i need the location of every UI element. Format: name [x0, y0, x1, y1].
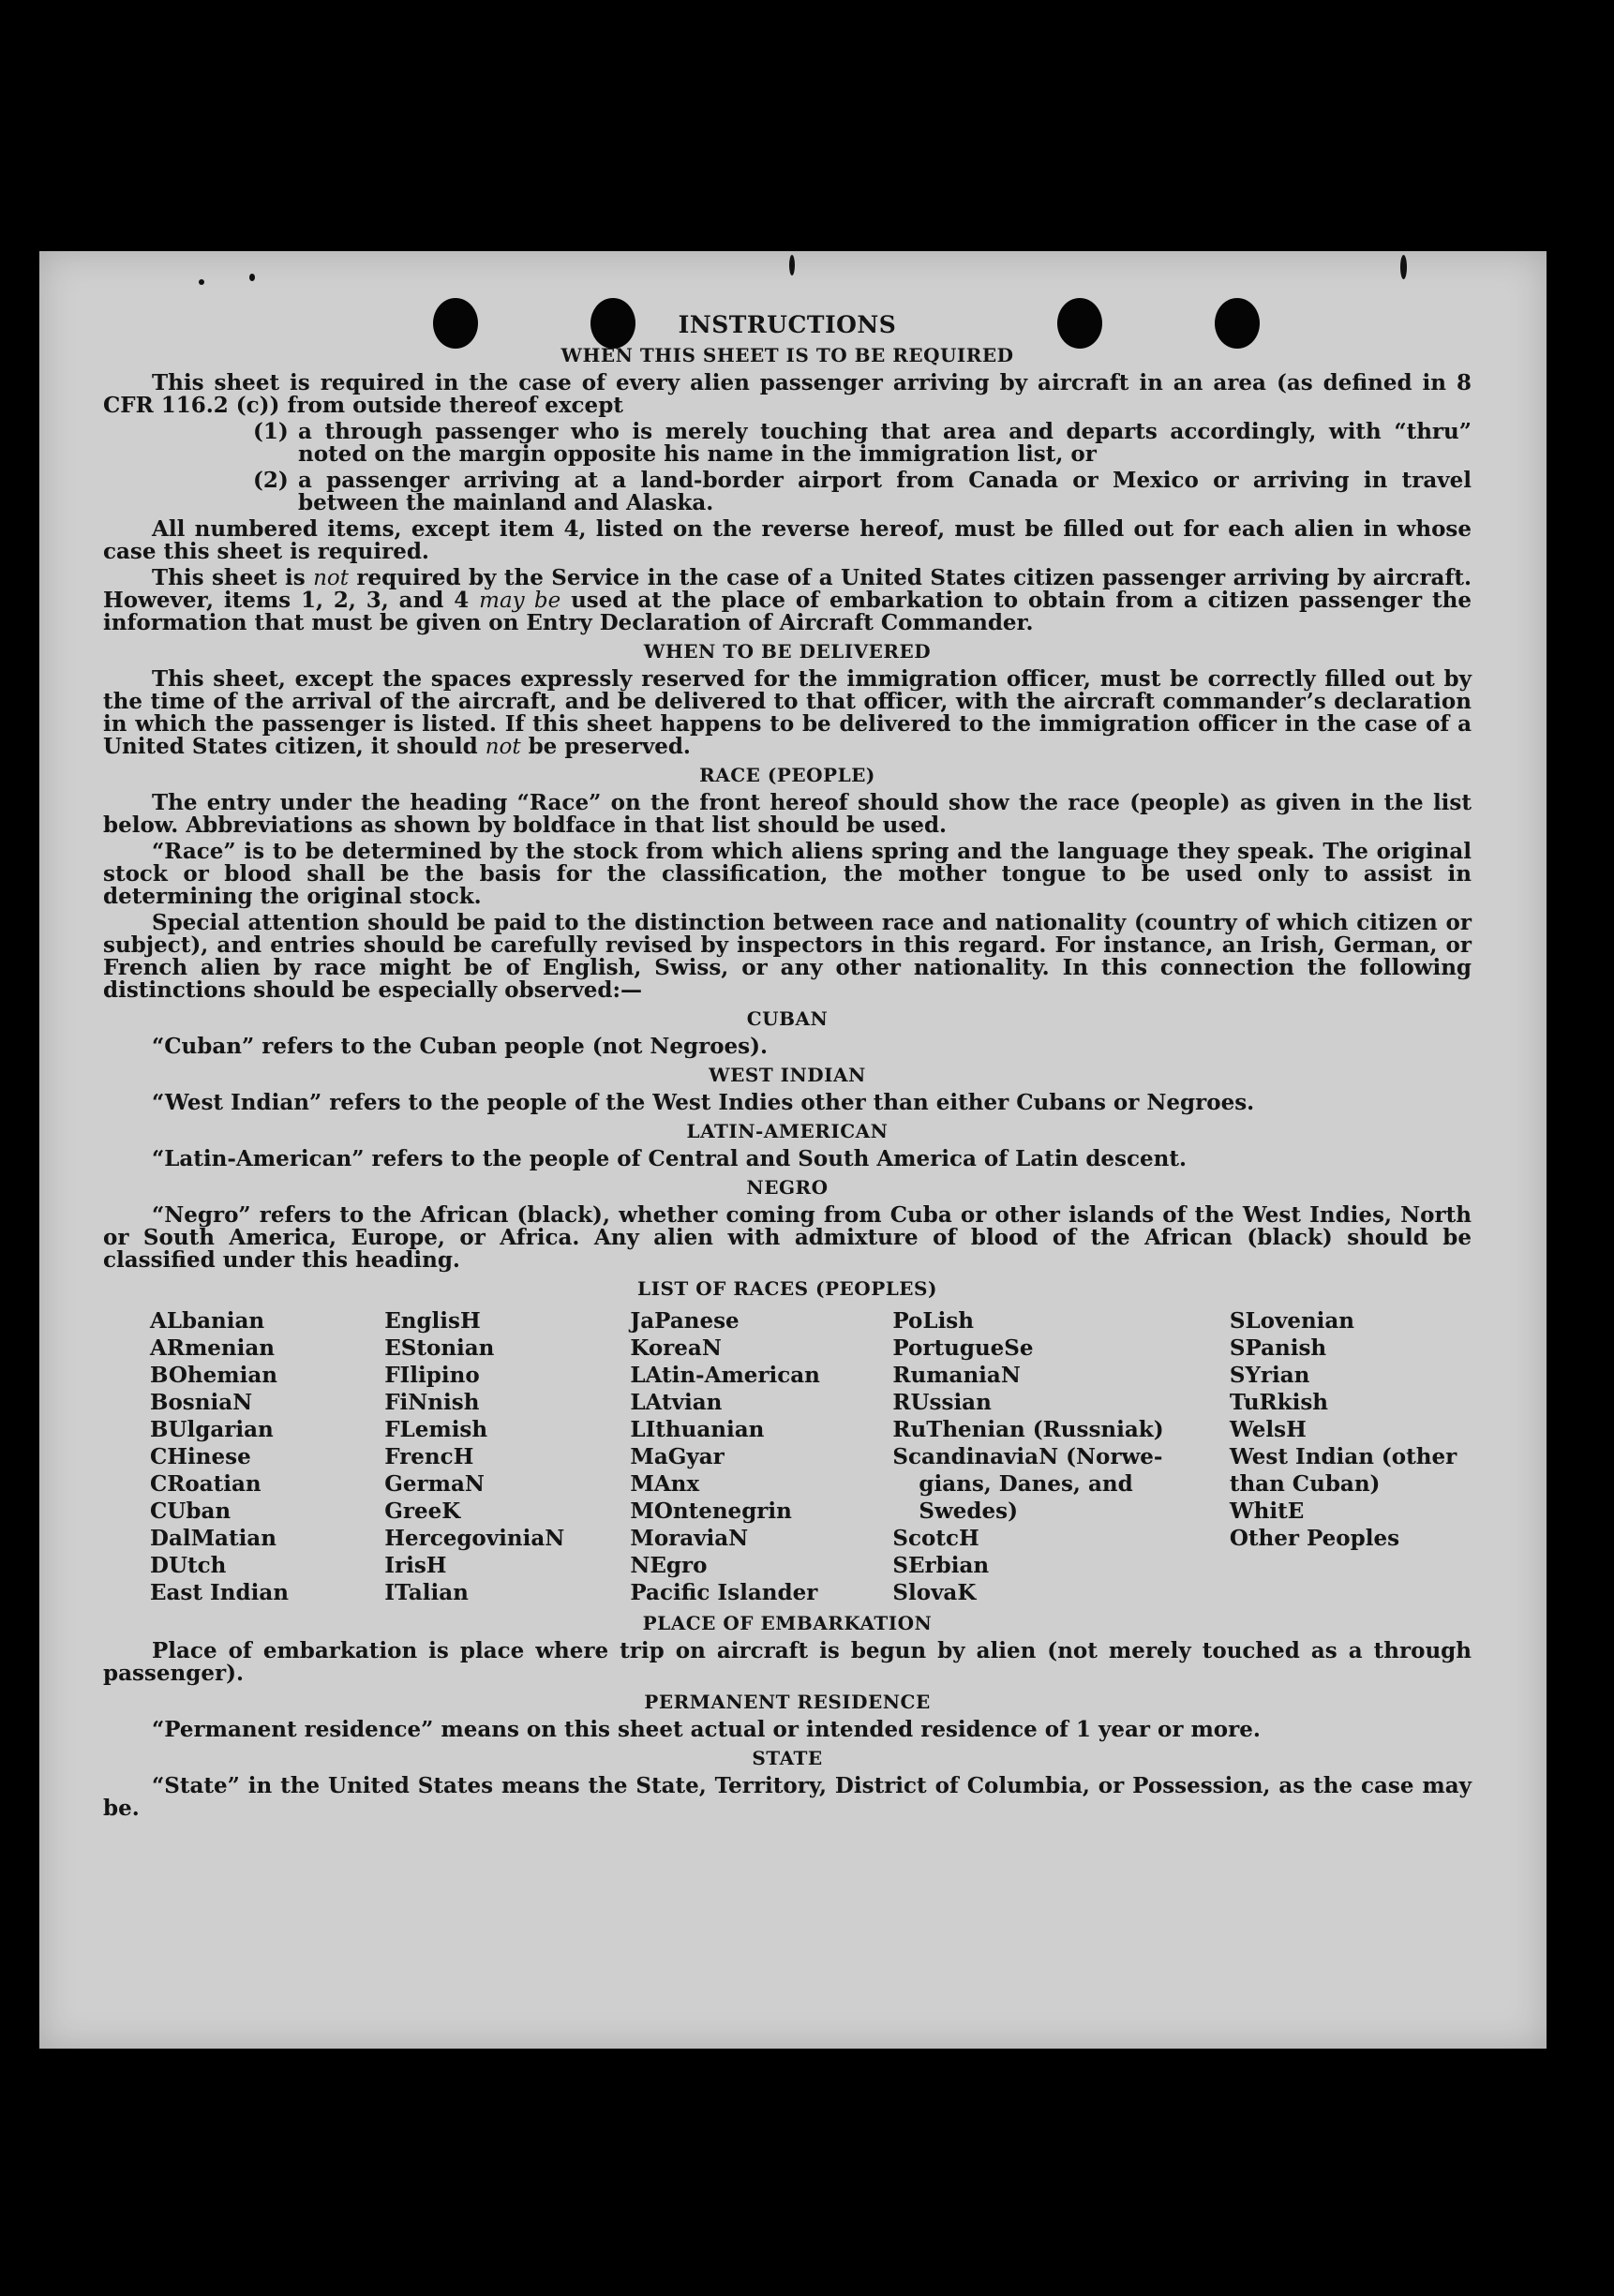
section-heading-negro: NEGRO [746, 1176, 829, 1199]
race-entry: ALbanian [150, 1308, 265, 1334]
residence-definition: “Permanent residence” means on this sheet actual or intended residence of 1 year or more. [152, 1717, 1261, 1742]
item-number: (2) [253, 468, 289, 493]
race-entry: SErbian [892, 1553, 990, 1578]
race-entry: DUtch [150, 1553, 227, 1578]
speck [1400, 255, 1407, 279]
race-entry: SYrian [1229, 1363, 1310, 1388]
race-entry: KoreaN [630, 1335, 722, 1361]
race-entry: LAtin-American [630, 1363, 820, 1388]
text-run: This sheet, except the spaces expressly reserved for the immigration officer, must be correctly filled out by the time of the arrival of the aircraft, and be delivered to that officer, with the aircraft commander’s declaration in which the passenger is listed. If this sheet happens to be delivered to the immigration officer in the case of a United States citizen, it should [103, 666, 1472, 759]
race-entry: PortugueSe [892, 1335, 1034, 1361]
race-entry: ScandinaviaN (Norwe- [892, 1444, 1163, 1469]
race-entry: PoLish [892, 1308, 974, 1334]
race-entry: WelsH [1229, 1417, 1307, 1442]
speck [199, 279, 204, 285]
state-definition: “State” in the United States means the State, Territory, District of Columbia, or Possession, as the case may be. [103, 1773, 1472, 1821]
race-entry: West Indian (other [1229, 1444, 1457, 1469]
race-entry: SlovaK [892, 1580, 977, 1605]
text-run: This sheet is [152, 565, 314, 590]
italic-run: not [313, 566, 349, 590]
numbered-items-paragraph: All numbered items, except item 4, listed on the reverse hereof, must be filled out for each alien in whose case this sheet is required. [103, 516, 1472, 564]
race-entry: SLovenian [1229, 1308, 1355, 1334]
race-paragraph-1: The entry under the heading “Race” on the front hereof should show the race (people) as given in the list below. Abbreviations as shown by boldface in that list should be used. [103, 790, 1472, 838]
race-entry: FiNnish [384, 1390, 480, 1415]
section-heading-cuban: CUBAN [746, 1007, 829, 1030]
section-heading-latin-american: LATIN-AMERICAN [686, 1120, 889, 1142]
race-entry: IrisH [384, 1553, 447, 1578]
race-entry: FIlipino [384, 1363, 480, 1388]
latin-american-definition: “Latin-American” refers to the people of Central and South America of Latin descent. [152, 1146, 1187, 1171]
exception-item [253, 470, 1472, 514]
race-entry: MOntenegrin [630, 1498, 792, 1524]
race-entry: MAnx [630, 1471, 700, 1497]
race-entry: BOhemian [150, 1363, 277, 1388]
page-title: INSTRUCTIONS [678, 311, 897, 338]
negro-definition: “Negro” refers to the African (black), whether coming from Cuba or other islands of the West Indies, North or South America, Europe, or Africa. Any alien with admixture of blood of the African (black) should be classified under this heading. [103, 1202, 1472, 1273]
race-entry: ITalian [384, 1580, 469, 1605]
italic-run: not [485, 735, 521, 759]
embarkation-definition: Place of embarkation is place where trip on aircraft is begun by alien (not merely touched as a through passenger). [103, 1638, 1472, 1686]
race-entry: MoraviaN [630, 1526, 749, 1551]
section-heading-place-of-embarkation: PLACE OF EMBARKATION [642, 1612, 933, 1634]
races-column [892, 1307, 1229, 1606]
exception-item [253, 421, 1472, 466]
races-column [150, 1307, 384, 1606]
italic-run: may be [479, 589, 561, 613]
cuban-definition: “Cuban” refers to the Cuban people (not Negroes). [152, 1034, 769, 1059]
race-entry: LIthuanian [630, 1417, 765, 1442]
section-heading-permanent-residence: PERMANENT RESIDENCE [644, 1691, 931, 1713]
race-entry: FLemish [384, 1417, 488, 1442]
item-text: a passenger arriving at a land-border airport from Canada or Mexico or arriving in travel between the mainland and Alaska. [298, 468, 1472, 515]
item-text: a through passenger who is merely touching that area and departs accordingly, with “thru” noted on the margin opposite his name in the immigration list, or [298, 419, 1472, 467]
race-entry: JaPanese [630, 1308, 740, 1334]
race-entry: LAtvian [630, 1390, 723, 1415]
race-entry: GermaN [384, 1471, 485, 1497]
races-column [384, 1307, 630, 1606]
item-number: (1) [253, 419, 289, 444]
section-heading-state: STATE [752, 1747, 823, 1769]
section-heading-when-required: WHEN THIS SHEET IS TO BE REQUIRED [560, 344, 1014, 366]
race-entry: RumaniaN [892, 1363, 1021, 1388]
section-heading-west-indian: WEST INDIAN [709, 1064, 866, 1086]
race-entry: NEgro [630, 1553, 708, 1578]
section-heading-when-delivered: WHEN TO BE DELIVERED [643, 640, 932, 663]
race-entry: than Cuban) [1229, 1471, 1381, 1497]
instructions-text [103, 311, 1472, 1822]
race-entry: BUlgarian [150, 1417, 274, 1442]
text-run: required by the Service in the case of a United States citizen passenger arriving by aircraft. However, items 1, 2, 3, and 4 [103, 565, 1472, 613]
race-entry: HercegoviniaN [384, 1526, 565, 1551]
race-entry: CRoatian [150, 1471, 262, 1497]
race-entry: ScotcH [892, 1526, 979, 1551]
speck [789, 255, 795, 276]
race-entry: Swedes) [919, 1498, 1018, 1524]
race-entry: CHinese [150, 1444, 251, 1469]
race-entry: CUban [150, 1498, 232, 1524]
race-entry: ARmenian [150, 1335, 276, 1361]
race-paragraph-2: “Race” is to be determined by the stock from which aliens spring and the language they speak. The original stock or blood shall be the basis for the classification, the mother tongue to be used only to assist in determining the original stock. [103, 839, 1472, 909]
races-column [630, 1307, 892, 1606]
section-heading-list-of-races: LIST OF RACES (PEOPLES) [637, 1277, 937, 1300]
race-entry: gians, Danes, and [919, 1471, 1133, 1497]
race-entry: EnglisH [384, 1308, 481, 1334]
race-paragraph-3: Special attention should be paid to the distinction between race and nationality (country of which citizen or subject), and entries should be carefully revised by inspectors in this regard. For instance, an Irish, German, or French alien by race might be of English, Swiss, or any other nationality. In this connection the following distinctions should be especially observed:— [103, 910, 1472, 1003]
race-entry: MaGyar [630, 1444, 725, 1469]
race-entry: Pacific Islander [630, 1580, 818, 1605]
race-entry: TuRkish [1229, 1390, 1329, 1415]
race-entry: SPanish [1229, 1335, 1327, 1361]
section-heading-race: RACE (PEOPLE) [699, 764, 875, 786]
races-list [150, 1307, 1472, 1606]
required-intro: This sheet is required in the case of every alien passenger arriving by aircraft in an area (as defined in 8 CFR 116.2 (c)) from outside thereof except [103, 370, 1472, 418]
race-entry: RUssian [892, 1390, 992, 1415]
race-entry: RuThenian (Russniak) [892, 1417, 1164, 1442]
race-entry: FrencH [384, 1444, 474, 1469]
west-indian-definition: “West Indian” refers to the people of the West Indies other than either Cubans or Negroes. [152, 1090, 1255, 1115]
citizen-paragraph [103, 567, 1472, 634]
speck [249, 274, 255, 281]
race-entry: BosniaN [150, 1390, 253, 1415]
race-entry: EStonian [384, 1335, 495, 1361]
race-entry: WhitE [1229, 1498, 1305, 1524]
race-entry: East Indian [150, 1580, 289, 1605]
race-entry: Other Peoples [1229, 1526, 1400, 1551]
text-run: used at the place of embarkation to obtain from a citizen passenger the information that must be given on Entry Declaration of Aircraft Commander. [103, 588, 1472, 635]
race-entry: DalMatian [150, 1526, 276, 1551]
delivered-paragraph [103, 668, 1472, 758]
races-column [1230, 1307, 1472, 1606]
text-run: be preserved. [520, 734, 691, 759]
race-entry: GreeK [384, 1498, 461, 1524]
